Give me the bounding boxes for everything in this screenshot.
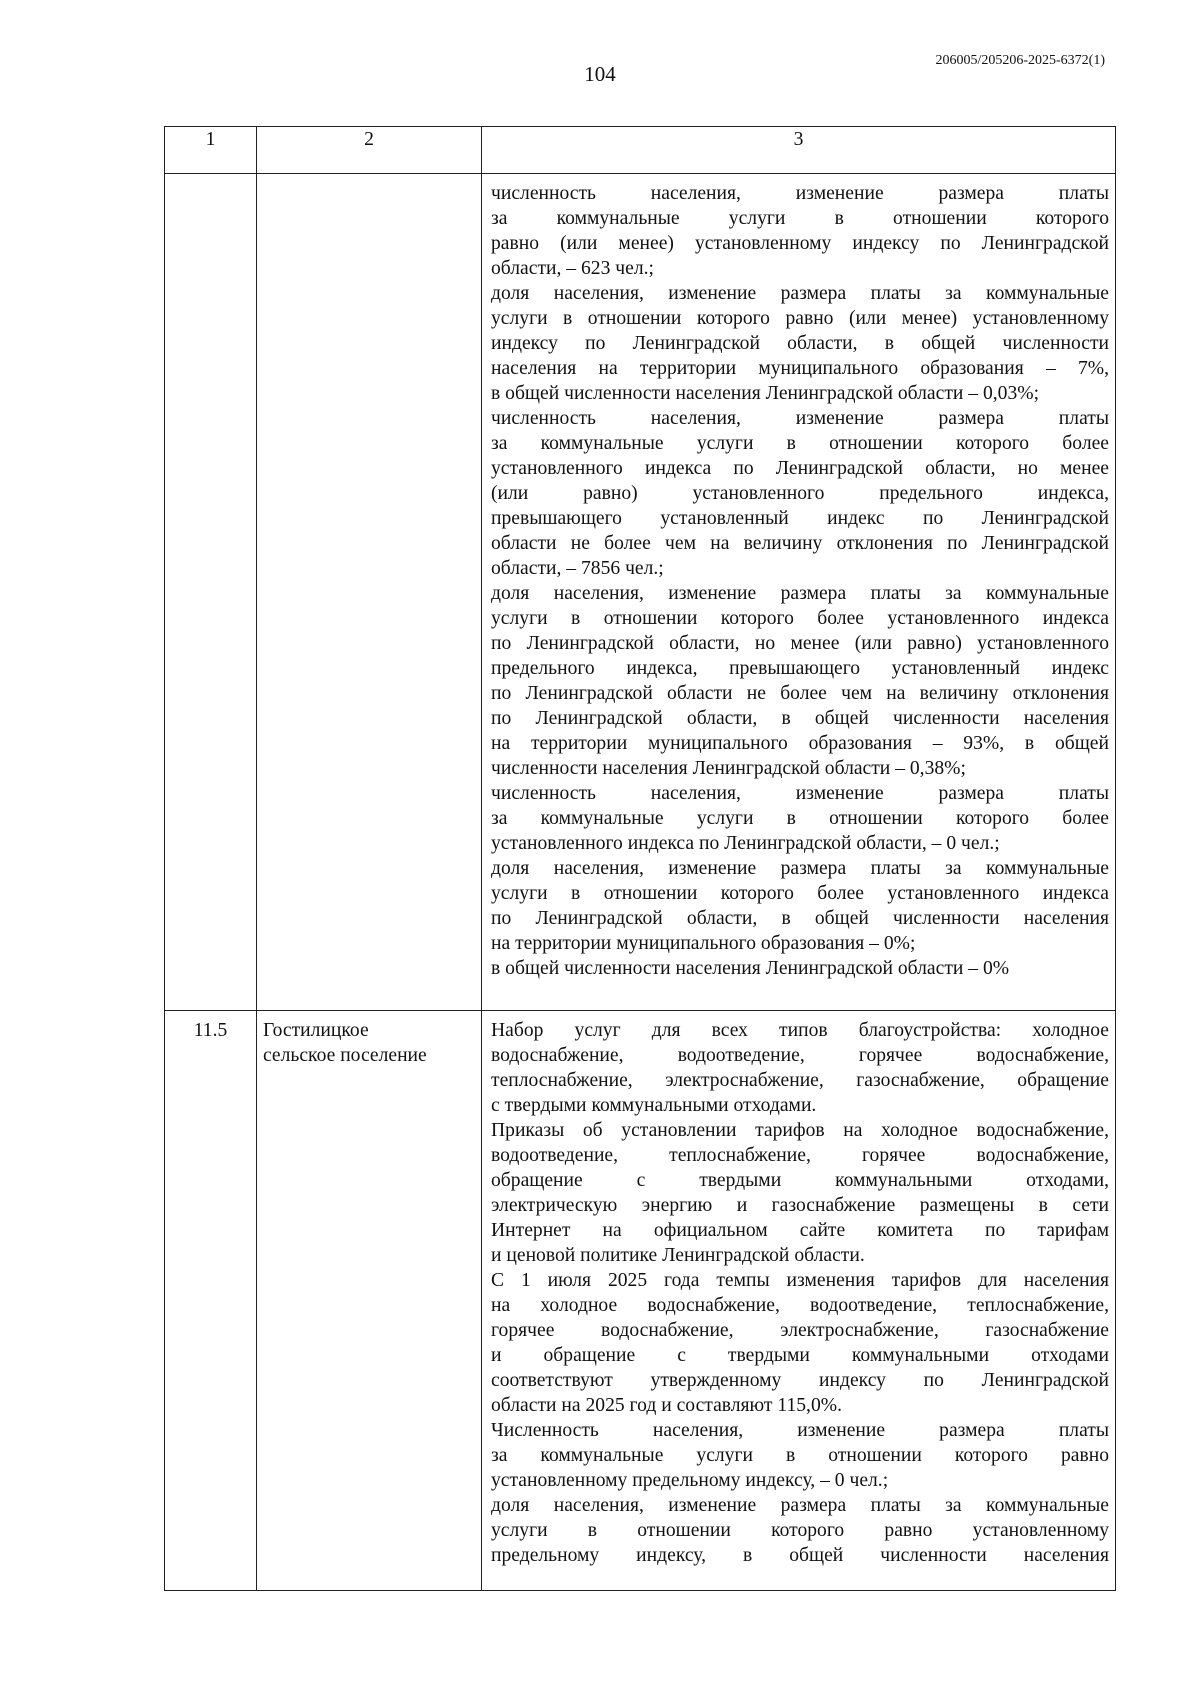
text-line: предельного индекса, превышающего установленный индекс: [491, 658, 1109, 679]
text-line: индексу по Ленинградской области, в общей численности: [491, 333, 1109, 354]
text-line: на холодное водоснабжение, водоотведение, теплоснабжение,: [491, 1295, 1109, 1316]
row-name: [257, 1011, 482, 1591]
text-line: водоотведение, теплоснабжение, горячее водоснабжение,: [491, 1145, 1109, 1166]
table-row: [165, 174, 1116, 1011]
text-line: за коммунальные услуги в отношении которого: [491, 208, 1109, 229]
text-line: обращение с твердыми коммунальными отходами,: [491, 1170, 1109, 1191]
row-number: 11.5: [165, 1011, 257, 1591]
text-line: услуги в отношении которого равно (или менее) установленному: [491, 308, 1109, 329]
text-line: в общей численности населения Ленинградской области – 0%: [491, 958, 1010, 979]
text-line: (или равно) установленного предельного индекса,: [491, 483, 1109, 504]
text-line: по Ленинградской области, в общей численности населения: [491, 908, 1109, 929]
text-line: по Ленинградской области не более чем на величину отклонения: [491, 683, 1109, 704]
text-line: доля населения, изменение размера платы за коммунальные: [491, 283, 1109, 304]
row-name-line: сельское поселение: [263, 1045, 427, 1066]
text-line: и ценовой политике Ленинградской области.: [491, 1245, 865, 1266]
text-line: доля населения, изменение размера платы за коммунальные: [491, 858, 1109, 879]
text-line: численность населения, изменение размера платы: [491, 783, 1109, 804]
text-line: водоснабжение, водоотведение, горячее водоснабжение,: [491, 1045, 1109, 1066]
text-line: установленного индекса по Ленинградской области, – 0 чел.;: [491, 833, 1000, 854]
text-line: услуги в отношении которого более установленного индекса: [491, 608, 1109, 629]
header-col-3: 3: [482, 127, 1116, 174]
text-line: в общей численности населения Ленинградской области – 0,03%;: [491, 383, 1040, 404]
text-line: С 1 июля 2025 года темпы изменения тарифов для населения: [491, 1270, 1109, 1291]
row-description: [482, 174, 1116, 1011]
text-line: на территории муниципального образования – 93%, в общей: [491, 733, 1109, 754]
document-code: 206005/205206-2025-6372(1): [935, 53, 1105, 68]
text-line: области, – 623 чел.;: [491, 258, 654, 279]
text-line: численности населения Ленинградской области – 0,38%;: [491, 758, 966, 779]
text-line: услуги в отношении которого равно установленному: [491, 1520, 1109, 1541]
text-line: Интернет на официальном сайте комитета по тарифам: [491, 1220, 1109, 1241]
row-name: [257, 174, 482, 1011]
row-description: [482, 1011, 1116, 1591]
text-line: за коммунальные услуги в отношении которого равно: [491, 1445, 1109, 1466]
text-line: установленного индекса по Ленинградской области, но менее: [491, 458, 1109, 479]
text-line: теплоснабжение, электроснабжение, газоснабжение, обращение: [491, 1070, 1109, 1091]
page-number: 104: [584, 62, 616, 86]
text-line: численность населения, изменение размера платы: [491, 408, 1109, 429]
header-col-1: 1: [165, 127, 257, 174]
text-line: Численность населения, изменение размера платы: [491, 1420, 1109, 1441]
text-line: услуги в отношении которого более установленного индекса: [491, 883, 1109, 904]
text-line: области, – 7856 чел.;: [491, 558, 664, 579]
text-line: населения на территории муниципального образования – 7%,: [491, 358, 1109, 379]
text-line: области не более чем на величину отклонения по Ленинградской: [491, 533, 1109, 554]
text-line: области на 2025 год и составляют 115,0%.: [491, 1395, 842, 1416]
text-line: Приказы об установлении тарифов на холодное водоснабжение,: [491, 1120, 1109, 1141]
header-col-2: 2: [257, 127, 482, 174]
text-line: Набор услуг для всех типов благоустройства: холодное: [491, 1020, 1109, 1041]
table-header-row: [165, 127, 1116, 174]
text-line: за коммунальные услуги в отношении которого более: [491, 808, 1109, 829]
table-row: [165, 1011, 1116, 1591]
text-line: электрическую энергию и газоснабжение размещены в сети: [491, 1195, 1109, 1216]
text-line: с твердыми коммунальными отходами.: [491, 1095, 817, 1116]
text-line: по Ленинградской области, но менее (или равно) установленного: [491, 633, 1109, 654]
text-line: установленному предельному индексу, – 0 чел.;: [491, 1470, 889, 1491]
text-line: доля населения, изменение размера платы за коммунальные: [491, 583, 1109, 604]
text-line: за коммунальные услуги в отношении которого более: [491, 433, 1109, 454]
text-line: и обращение с твердыми коммунальными отходами: [491, 1345, 1109, 1366]
text-line: превышающего установленный индекс по Ленинградской: [491, 508, 1109, 529]
row-number: [165, 174, 257, 1011]
row-name-line: Гостилицкое: [263, 1020, 369, 1041]
text-line: численность населения, изменение размера платы: [491, 183, 1109, 204]
text-line: горячее водоснабжение, электроснабжение, газоснабжение: [491, 1320, 1109, 1341]
data-table: [164, 126, 1116, 1591]
text-line: доля населения, изменение размера платы за коммунальные: [491, 1495, 1109, 1516]
text-line: предельному индексу, в общей численности населения: [491, 1545, 1109, 1566]
text-line: по Ленинградской области, в общей численности населения: [491, 708, 1109, 729]
text-line: соответствуют утвержденному индексу по Ленинградской: [491, 1370, 1109, 1391]
text-line: на территории муниципального образования – 0%;: [491, 933, 916, 954]
text-line: равно (или менее) установленному индексу по Ленинградской: [491, 233, 1109, 254]
